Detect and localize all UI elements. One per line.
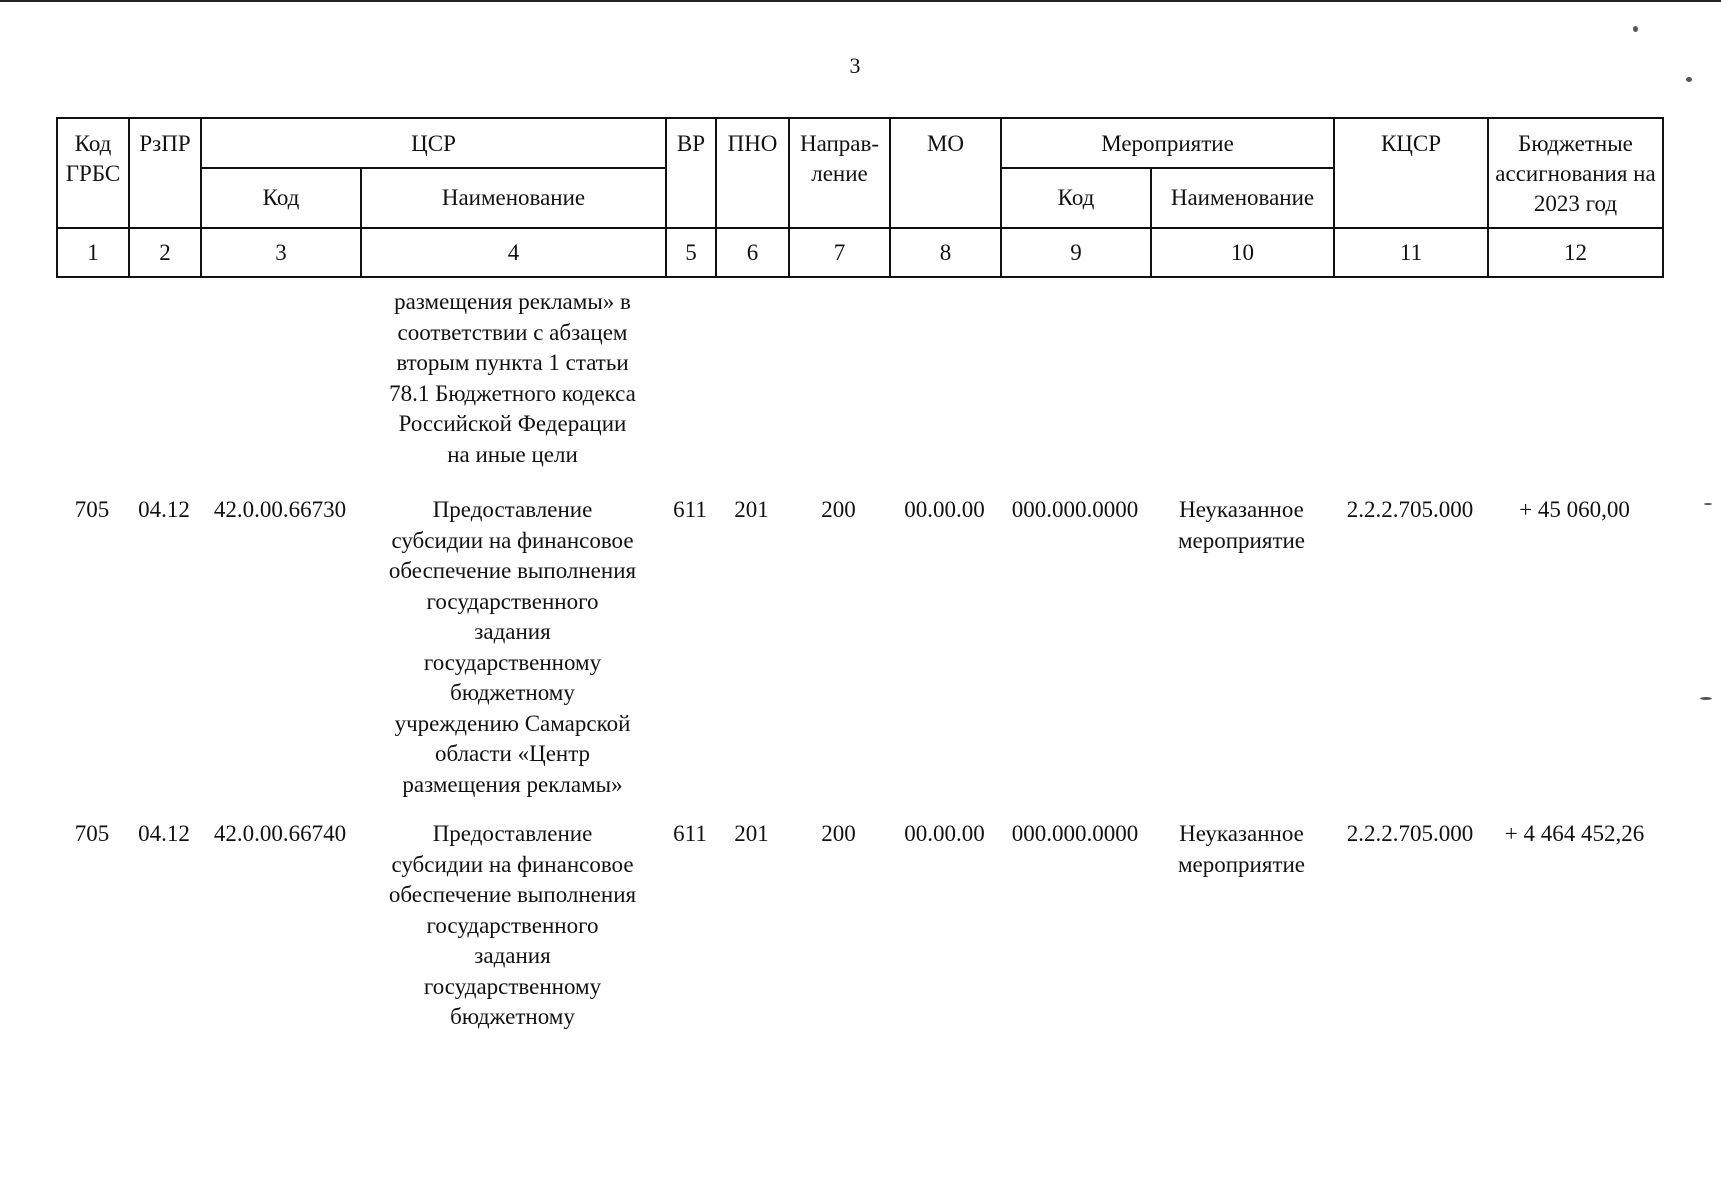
cell-vr: 611 (673, 497, 707, 522)
col-header-budget: Бюджетные ассигнования на 2023 год (1488, 118, 1663, 228)
cell-vr: 611 (673, 821, 707, 846)
col-header-mo: МО (890, 118, 1001, 228)
cell-pno: 201 (734, 821, 769, 846)
cell-pno: 201 (734, 497, 769, 522)
column-number: 8 (890, 228, 1001, 277)
column-number: 12 (1488, 228, 1663, 277)
continuation-text: размещения рекламы» в соответствии с абзацем вторым пункта 1 статьи 78.1 Бюджетного кодекса Российской Федерации на иные цели (389, 289, 636, 467)
cell-csr-name: Предоставление субсидии на финансовое обеспечение выполнения государственного задания государственному бюджетному (388, 821, 637, 1029)
col-header-pno: ПНО (716, 118, 789, 228)
col-header-napravlenie: Направ- ление (789, 118, 890, 228)
column-number: 11 (1334, 228, 1488, 277)
col-header-vr: ВР (666, 118, 716, 228)
col-header-meropriyatie: Мероприятие (1001, 118, 1334, 168)
cell-napravlenie: 200 (821, 821, 856, 846)
cell-csr-name: Предоставление субсидии на финансовое обеспечение выполнения государственного задания государственному бюджетному учреждению Самарской области «Центр размещения рекламы» (388, 497, 637, 797)
scan-speck (1704, 503, 1712, 505)
scan-speck (1633, 26, 1638, 32)
cell-kcsr: 2.2.2.705.000 (1346, 497, 1474, 522)
cell-amount: + 4 464 452,26 (1504, 821, 1645, 846)
col-header-kod-grbs: Код ГРБС (57, 118, 129, 228)
budget-table-header (56, 117, 1664, 278)
cell-grbs: 705 (74, 821, 110, 846)
cell-rzpr: 04.12 (138, 821, 190, 846)
col-header-kcsr: КЦСР (1334, 118, 1488, 228)
column-number: 9 (1001, 228, 1151, 277)
cell-grbs: 705 (74, 497, 110, 522)
scan-speck (1700, 697, 1712, 700)
col-header-csr-name: Наименование (361, 168, 666, 228)
cell-mo: 00.00.00 (904, 497, 985, 522)
cell-kcsr: 2.2.2.705.000 (1346, 821, 1474, 846)
cell-mo: 00.00.00 (904, 821, 985, 846)
cell-amount: + 45 060,00 (1519, 497, 1630, 522)
col-header-csr: ЦСР (201, 118, 666, 168)
col-header-rzpr: РзПР (129, 118, 201, 228)
column-number: 10 (1151, 228, 1334, 277)
scan-speck (1686, 77, 1692, 82)
column-number: 4 (361, 228, 666, 277)
col-header-meropr-name: Наименование (1151, 168, 1334, 228)
column-number: 5 (666, 228, 716, 277)
cell-meropr-name: Неуказанное мероприятие (1177, 497, 1306, 553)
scan-top-edge (0, 0, 1721, 2)
column-number: 6 (716, 228, 789, 277)
page-number: 3 (849, 53, 861, 78)
column-number: 3 (201, 228, 361, 277)
cell-meropr-name: Неуказанное мероприятие (1177, 821, 1306, 877)
col-header-csr-kod: Код (201, 168, 361, 228)
cell-csr-code: 42.0.00.66740 (213, 821, 347, 846)
cell-meropr-code: 000.000.0000 (1011, 821, 1139, 846)
column-number: 2 (129, 228, 201, 277)
cell-csr-code: 42.0.00.66730 (213, 497, 347, 522)
column-number: 7 (789, 228, 890, 277)
cell-rzpr: 04.12 (138, 497, 190, 522)
cell-meropr-code: 000.000.0000 (1011, 497, 1139, 522)
col-header-meropr-kod: Код (1001, 168, 1151, 228)
column-number: 1 (57, 228, 129, 277)
cell-napravlenie: 200 (821, 497, 856, 522)
